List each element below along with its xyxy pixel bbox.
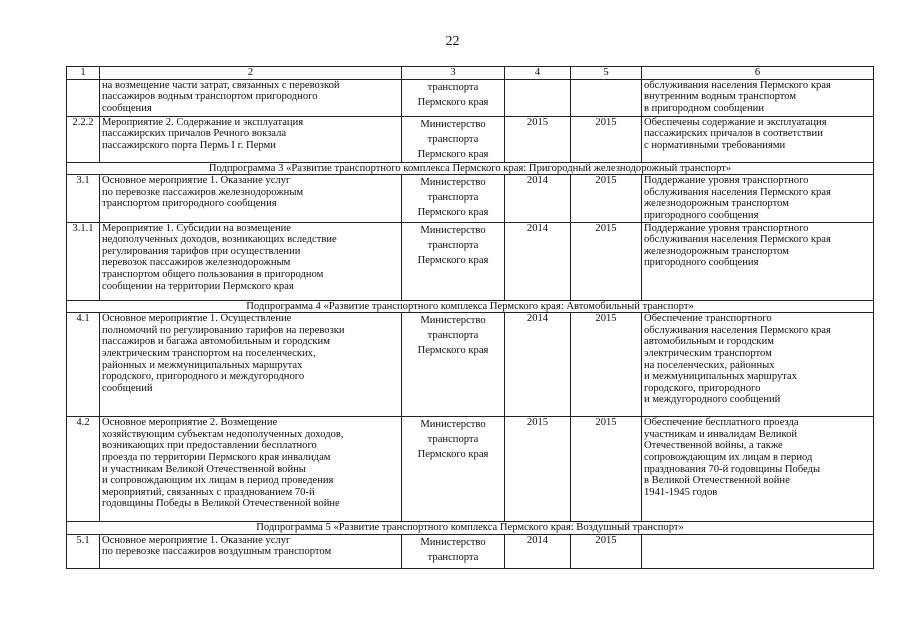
item-end-year: 2015	[571, 175, 642, 222]
item-result-line: с нормативными требованиями	[644, 139, 786, 151]
item-result-line: обслуживания населения Пермского края	[644, 324, 831, 336]
item-executor-line: транспорта	[427, 551, 479, 563]
item-description-line: сообщении на территории Пермского края	[102, 280, 294, 292]
item-description-line: Основное мероприятие 2. Возмещение	[102, 417, 278, 429]
item-description-line: хозяйствующим субъектам недополученных доходов,	[102, 428, 344, 440]
item-description-line: полномочий по регулированию тарифов на перевозки	[102, 324, 345, 336]
item-executor-line: транспорта	[427, 434, 479, 446]
item-end-year: 2015	[571, 417, 642, 522]
item-description-line: Мероприятие 2. Содержание и эксплуатация	[102, 116, 304, 128]
item-executor-line: Пермского края	[417, 207, 489, 219]
item-start-year: 2014	[505, 222, 571, 300]
table-row	[67, 116, 874, 162]
subprogram-title: Подпрограмма 3 «Развитие транспортного комплекса Пермского края: Пригородный железнодорожный транспорт»	[67, 162, 874, 175]
item-executor-line: Пермского края	[417, 96, 489, 108]
item-executor	[402, 79, 505, 116]
item-description	[100, 313, 402, 417]
item-executor-line: Министерство	[420, 177, 486, 189]
item-executor-line: Пермского края	[417, 254, 489, 266]
item-result-line: Обеспечение транспортного	[644, 313, 772, 325]
item-end-year: 2015	[571, 534, 642, 568]
item-description-line: пассажирских причалов Речного вокзала	[102, 128, 287, 140]
item-result-line: железнодорожным транспортом	[644, 245, 789, 257]
item-executor-line: транспорта	[427, 192, 479, 204]
item-description	[100, 534, 402, 568]
item-result-line: и междугородного сообщений	[644, 394, 781, 406]
item-start-year: 2014	[505, 175, 571, 222]
header-row	[67, 67, 874, 80]
item-description	[100, 79, 402, 116]
item-executor	[402, 222, 505, 300]
item-result	[642, 175, 874, 222]
item-result-line: автомобильным и городским	[644, 336, 774, 348]
item-description-line: годовщины Победы в Великой Отечественной войне	[102, 498, 340, 510]
subprogram-row	[67, 162, 874, 175]
item-description-line: транспортом общего пользования в пригородном	[102, 268, 324, 280]
table-row	[67, 313, 874, 417]
item-description-line: электрическим транспортом на поселенческих,	[102, 347, 316, 359]
item-number: 3.1	[67, 175, 100, 222]
table-row	[67, 222, 874, 300]
item-result-line: пассажирских причалов в соответствии	[644, 128, 823, 140]
item-result	[642, 222, 874, 300]
item-description-line: возникающих при предоставлении бесплатного	[102, 440, 317, 452]
page-number: 22	[445, 34, 460, 49]
program-table	[66, 66, 874, 569]
item-number: 2.2.2	[67, 116, 100, 162]
item-executor-line: Пермского края	[417, 148, 489, 160]
item-executor	[402, 313, 505, 417]
item-result-line: железнодорожным транспортом	[644, 198, 789, 210]
header-col-3: 3	[402, 67, 505, 80]
item-start-year: 2014	[505, 534, 571, 568]
item-executor-line: Министерство	[420, 419, 486, 431]
table-row	[67, 417, 874, 522]
item-description-line: районных и межмуниципальных маршрутах	[102, 359, 303, 371]
item-result-line: на поселенческих, районных	[644, 359, 775, 371]
item-description-line: пассажиров водным транспортом пригородного	[102, 91, 318, 103]
item-description-line: Основное мероприятие 1. Оказание услуг	[102, 534, 291, 546]
header-col-2: 2	[100, 67, 402, 80]
item-result	[642, 313, 874, 417]
table-row	[67, 175, 874, 222]
item-result-line: сопровождающим их лицам в период	[644, 451, 813, 463]
item-result	[642, 417, 874, 522]
item-description-line: по перевозке пассажиров железнодорожным	[102, 186, 304, 198]
header-col-5: 5	[571, 67, 642, 80]
table-row	[67, 534, 874, 568]
item-result-line: электрическим транспортом	[644, 347, 772, 359]
item-start-year: 2014	[505, 313, 571, 417]
item-description	[100, 116, 402, 162]
item-description	[100, 222, 402, 300]
item-description-line: сообщений	[102, 382, 153, 394]
item-description-line: по перевозке пассажиров воздушным транспортом	[102, 546, 332, 558]
header-col-4: 4	[505, 67, 571, 80]
item-description-line: проезда по территории Пермского края инвалидам	[102, 451, 331, 463]
item-end-year	[571, 79, 642, 116]
item-executor-line: Пермского края	[417, 449, 489, 461]
item-number: 5.1	[67, 534, 100, 568]
item-result-line: пригородного сообщения	[644, 209, 759, 221]
item-description-line: сообщения	[102, 102, 152, 114]
item-description-line: недополученных доходов, возникающих вследствие	[102, 234, 337, 246]
item-executor	[402, 175, 505, 222]
item-description	[100, 175, 402, 222]
item-description	[100, 417, 402, 522]
item-result-line: пригородного сообщения	[644, 257, 759, 269]
item-executor	[402, 417, 505, 522]
subprogram-row	[67, 300, 874, 313]
item-executor-line: Пермского края	[417, 345, 489, 357]
item-start-year	[505, 79, 571, 116]
item-result-line: внутренним водным транспортом	[644, 91, 797, 103]
item-description-line: мероприятий, связанных с празднованием 70-й	[102, 486, 315, 498]
item-executor-line: Министерство	[420, 536, 486, 548]
item-result-line: обслуживания населения Пермского края	[644, 79, 831, 91]
item-result-line: Поддержание уровня транспортного	[644, 222, 809, 234]
item-description-line: Мероприятие 1. Субсидии на возмещение	[102, 222, 292, 234]
item-executor-line: Министерство	[420, 224, 486, 236]
table-row	[67, 79, 874, 116]
item-description-line: на возмещение части затрат, связанных с перевозкой	[102, 79, 340, 91]
item-number: 4.2	[67, 417, 100, 522]
item-number: 3.1.1	[67, 222, 100, 300]
item-result-line: и межмуниципальных маршрутах	[644, 371, 798, 383]
item-start-year: 2015	[505, 116, 571, 162]
item-executor	[402, 116, 505, 162]
item-end-year: 2015	[571, 222, 642, 300]
subprogram-row	[67, 522, 874, 535]
item-result-line: участникам и инвалидам Великой	[644, 428, 798, 440]
item-result-line: обслуживания населения Пермского края	[644, 234, 831, 246]
item-start-year: 2015	[505, 417, 571, 522]
item-description-line: городского, пригородного и междугородного	[102, 371, 305, 383]
item-result-line: городского, пригородного	[644, 382, 761, 394]
item-description-line: Основное мероприятие 1. Осуществление	[102, 313, 292, 325]
item-executor-line: транспорта	[427, 239, 479, 251]
subprogram-title: Подпрограмма 4 «Развитие транспортного комплекса Пермского края: Автомобильный транспорт»	[67, 300, 874, 313]
item-result-line: Отечественной войны, а также	[644, 440, 783, 452]
item-result-line: в пригородном сообщении	[644, 102, 765, 114]
item-description-line: и участникам Великой Отечественной войны	[102, 463, 306, 475]
item-result-line: празднования 70-й годовщины Победы	[644, 463, 821, 475]
item-executor	[402, 534, 505, 568]
header-col-6: 6	[642, 67, 874, 80]
item-description-line: пассажирского порта Пермь I г. Перми	[102, 139, 276, 151]
item-executor-line: транспорта	[427, 81, 479, 93]
item-result	[642, 116, 874, 162]
item-result-line: Обеспечение бесплатного проезда	[644, 417, 799, 429]
item-end-year: 2015	[571, 116, 642, 162]
item-result-line: Поддержание уровня транспортного	[644, 175, 809, 187]
item-description-line: транспортом пригородного сообщения	[102, 198, 277, 210]
item-result-line: в Великой Отечественной войне	[644, 475, 790, 487]
item-end-year: 2015	[571, 313, 642, 417]
item-executor-line: транспорта	[427, 133, 479, 145]
item-executor-line: транспорта	[427, 330, 479, 342]
item-number	[67, 79, 100, 116]
header-col-1: 1	[67, 67, 100, 80]
subprogram-title: Подпрограмма 5 «Развитие транспортного комплекса Пермского края: Воздушный транспорт»	[67, 522, 874, 535]
item-number: 4.1	[67, 313, 100, 417]
item-description-line: Основное мероприятие 1. Оказание услуг	[102, 175, 291, 187]
item-description-line: пассажиров и багажа автомобильным и городским	[102, 336, 330, 348]
item-result	[642, 534, 874, 568]
item-executor-line: Министерство	[420, 118, 486, 130]
item-result-line: обслуживания населения Пермского края	[644, 186, 831, 198]
item-executor-line: Министерство	[420, 315, 486, 327]
item-result-line: Обеспечены содержание и эксплуатация	[644, 116, 827, 128]
item-result	[642, 79, 874, 116]
item-description-line: и сопровождающим их лицам в период проведения	[102, 475, 334, 487]
item-result-line: 1941-1945 годов	[644, 486, 718, 498]
item-description-line: перевозок пассажиров железнодорожным	[102, 257, 291, 269]
item-description-line: регулирования тарифов при осуществлении	[102, 245, 301, 257]
